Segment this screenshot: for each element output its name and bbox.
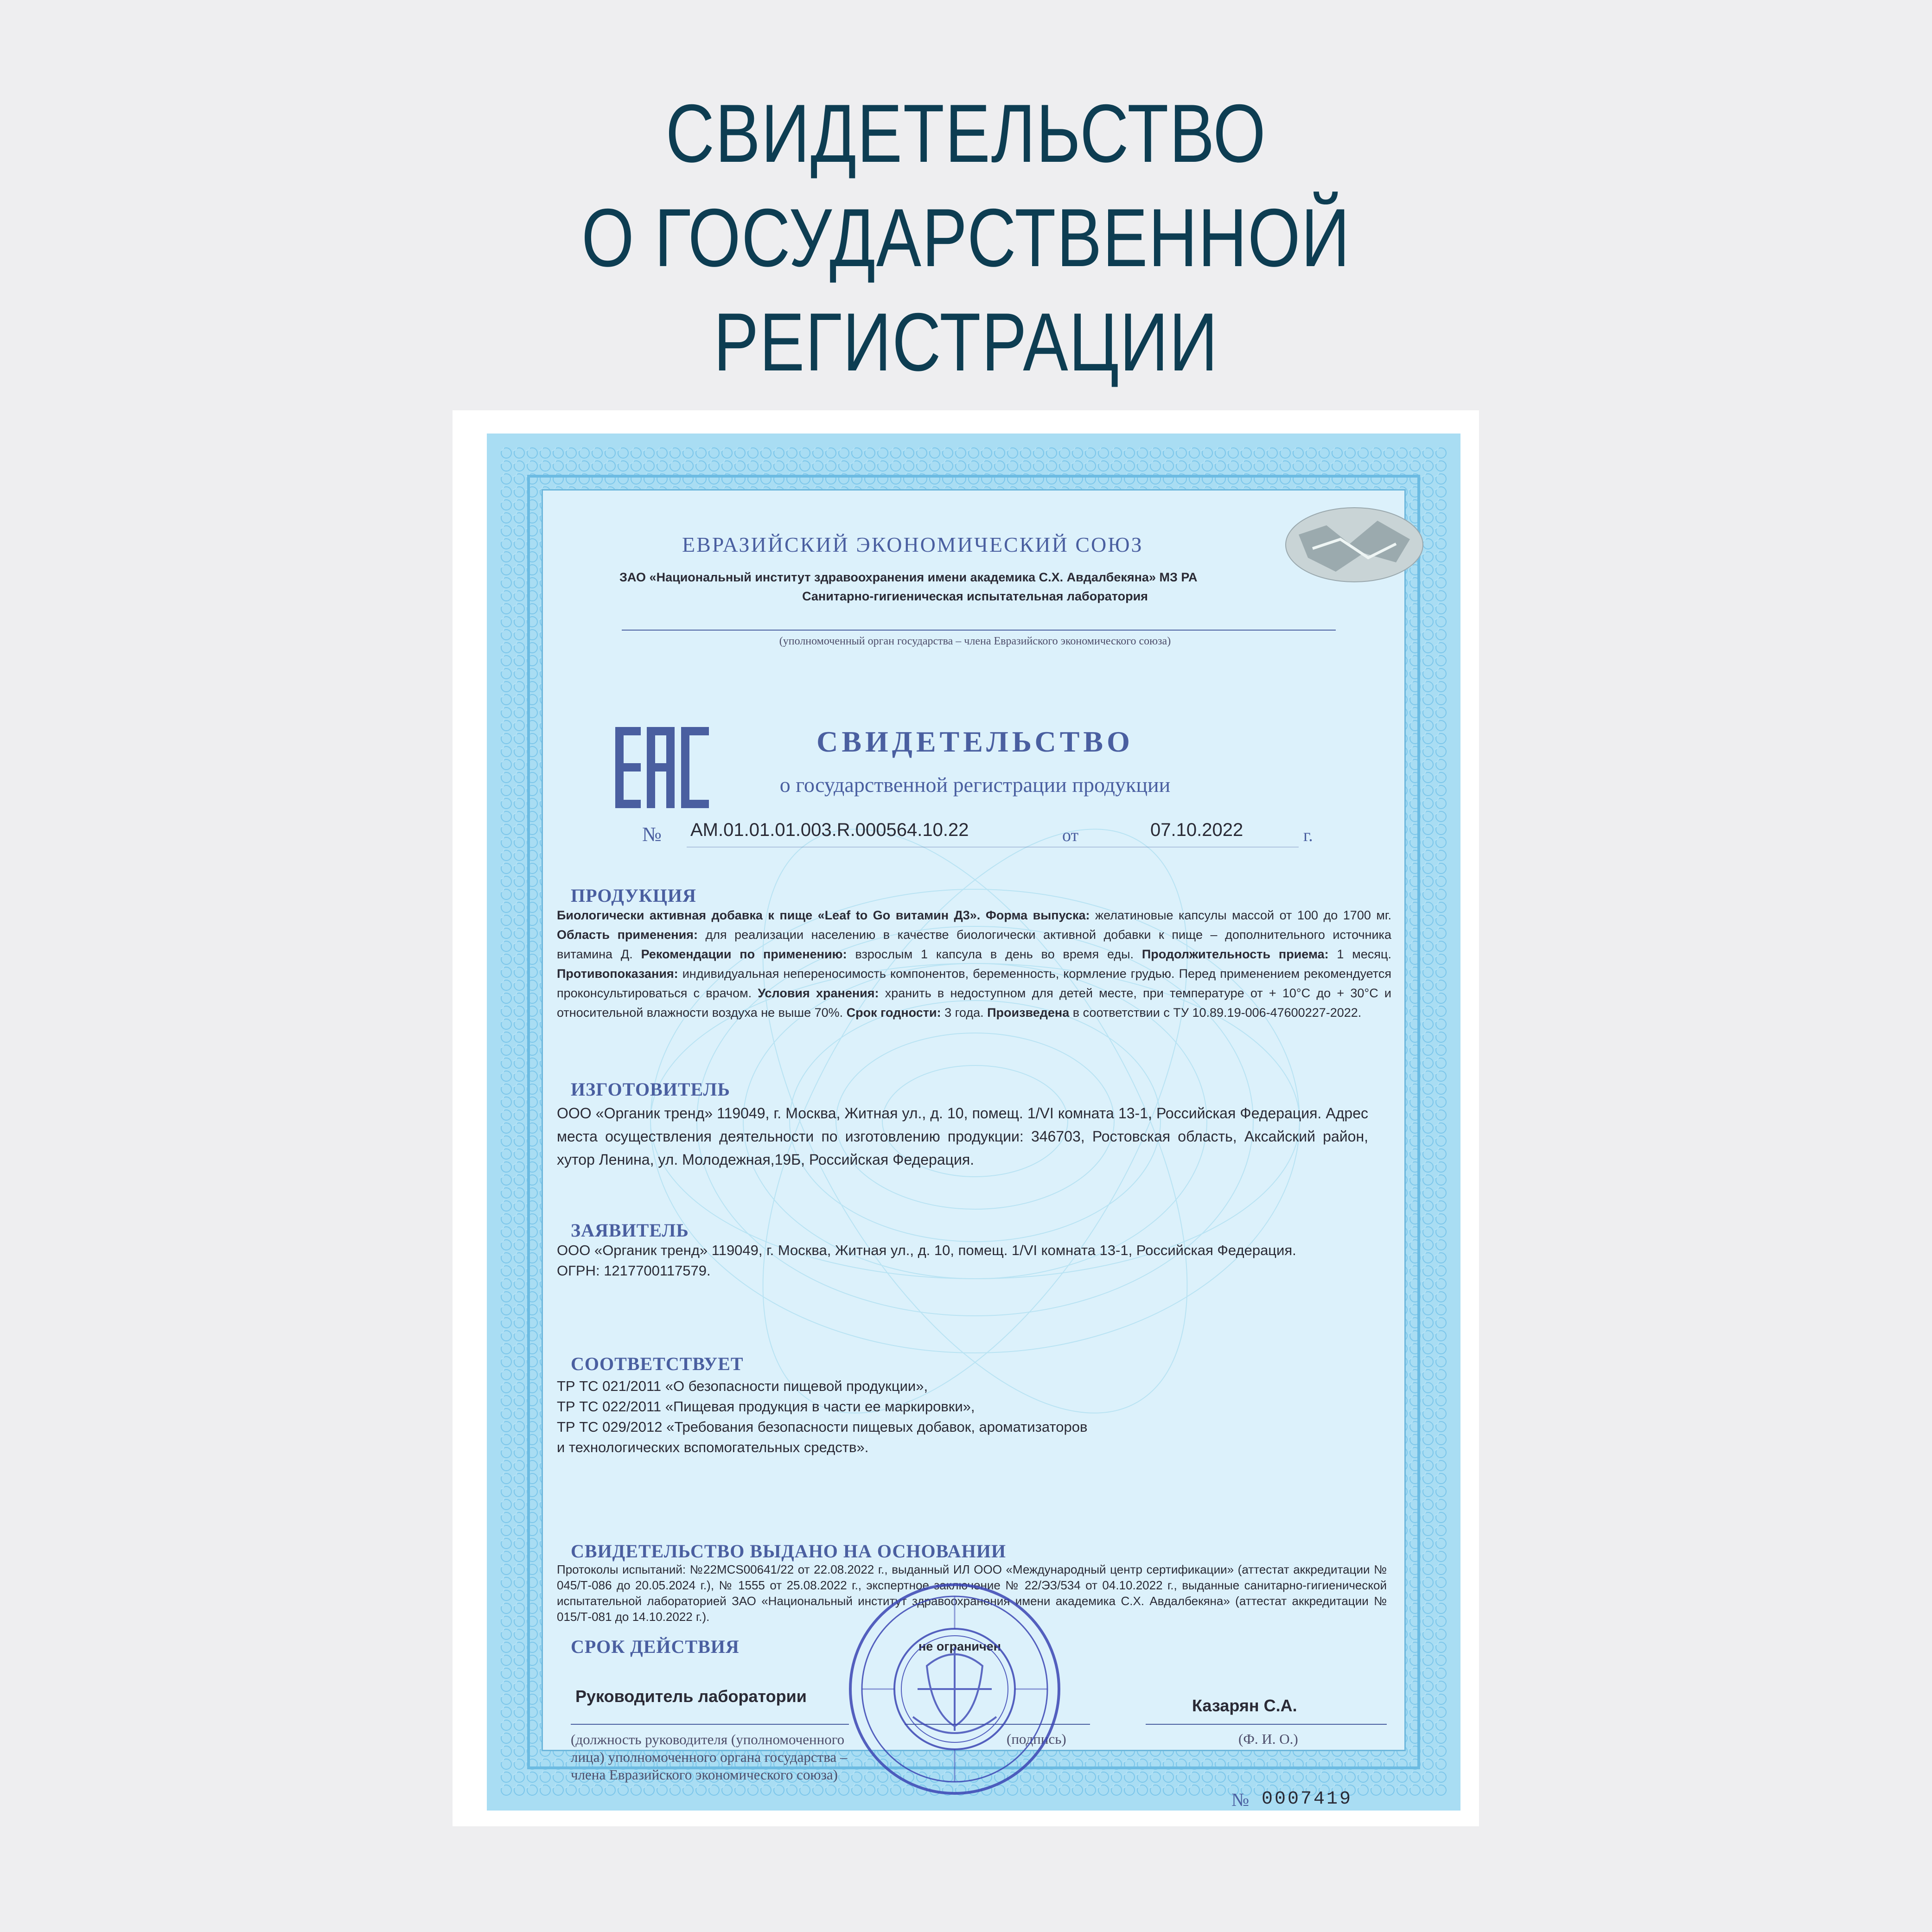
conforms-heading: СООТВЕТСТВУЕТ <box>571 1353 744 1374</box>
page-title <box>174 81 1758 394</box>
number-rule <box>687 847 1299 848</box>
contraindications-label: Противопоказания: <box>557 967 678 981</box>
manufacturer-text: ООО «Органик тренд» 119049, г. Москва, Житная ул., д. 10, помещ. 1/VI комната 13-1, Российская Федерация. Адрес места осуществления деятельности по изготовлению продукции: 346703, Ростовская область, Аксайский район, хутор Ленина, ул. Молодежная,19Б, Российская Федерация. <box>557 1105 1368 1168</box>
product-name: Биологически активная добавка к пище «Leaf to Go витамин Д3». <box>557 908 981 922</box>
basis-text: Протоколы испытаний: №22MCS00641/22 от 22.08.2022 г., выданный ИЛ ООО «Международный центр сертификации» (аттестат аккредитации № 045/Т-086 до 20.05.2024 г.), № 1555 от 25.08.2022 г., экспертное заключение № 22/ЭЗ/534 от 04.10.2022 г., выданные санитарно-гигиенической испытательной лабораторией ЗАО «Национальный институт здравоохранения имени академика С.Х. Авдалбекяна» (аттестат аккредитации № 015/Т-081 до 14.10.2022 г.). <box>557 1562 1387 1624</box>
laboratory-name: Санитарно-гигиеническая испытательная лаборатория <box>802 589 1148 603</box>
duration-value: 1 месяц. <box>1337 947 1391 961</box>
applicant-line-2: ОГРН: 1217700117579. <box>557 1262 711 1279</box>
institute-name: ЗАО «Национальный институт здравоохранения имени академика С.Х. Авдалбекяна» МЗ РА <box>619 570 1198 584</box>
hologram-sticker <box>1285 507 1424 583</box>
number-prefix: № <box>642 823 662 846</box>
applicant-line-1: ООО «Органик тренд» 119049, г. Москва, Житная ул., д. 10, помещ. 1/VI комната 13-1, Российская Федерация. <box>557 1242 1296 1258</box>
certificate-inner-panel <box>542 489 1406 1810</box>
shelf-life-label: Срок годности: <box>846 1006 941 1020</box>
contraindications-value: индивидуальная непереносимость компонентов, беременность, кормление грудью. Перед применением рекомендуется проконсультироваться с врачом. <box>557 967 1391 1000</box>
name-rule <box>1146 1724 1387 1725</box>
page-title-line-1: СВИДЕТЕЛЬСТВО <box>665 87 1267 179</box>
validity-heading: СРОК ДЕЙСТВИЯ <box>571 1636 740 1657</box>
page-title-line-3: РЕГИСТРАЦИИ <box>713 296 1219 388</box>
produced-label: Произведена <box>987 1006 1070 1020</box>
basis-heading: СВИДЕТЕЛЬСТВО ВЫДАНО НА ОСНОВАНИИ <box>571 1541 1007 1562</box>
storage-value: хранить в недоступном для детей месте, при температуре от + 10°С до + 30°С и относительной влажности воздуха не выше 70%. <box>557 986 1391 1020</box>
header-rule <box>622 630 1336 631</box>
release-form-value: желатиновые капсулы массой от 100 до 1700 мг. <box>1095 908 1391 922</box>
signatory-position: Руководитель лаборатории <box>575 1687 807 1706</box>
conforms-line-2: ТР ТС 022/2011 «Пищевая продукция в части ее маркировки», <box>557 1398 975 1415</box>
certificate-document <box>487 434 1460 1811</box>
conforms-line-3: ТР ТС 029/2012 «Требования безопасности пищевых добавок, ароматизаторов <box>557 1419 1088 1435</box>
storage-label: Условия хранения: <box>758 986 879 1000</box>
duration-label: Продолжительность приема: <box>1141 947 1329 961</box>
date-suffix: г. <box>1303 826 1313 845</box>
page-title-line-2: О ГОСУДАРСТВЕННОЙ <box>581 191 1351 284</box>
recommendations-value: взрослым 1 капсула в день во время еды. <box>855 947 1134 961</box>
applicant-heading: ЗАЯВИТЕЛЬ <box>571 1220 689 1241</box>
application-label: Область применения: <box>557 928 698 942</box>
certificate-subtitle: о государственной регистрации продукции <box>779 773 1171 797</box>
application-value: для реализации населению в качестве биологически активной добавки к пище – дополнительного источника витамина Д. <box>557 928 1391 961</box>
name-caption: (Ф. И. О.) <box>1238 1731 1298 1747</box>
authority-caption: (уполномоченный орган государства – члена Евразийского экономического союза) <box>779 635 1171 647</box>
produced-value: в соответствии с ТУ 10.89.19-006-47600227-2022. <box>1072 1006 1362 1020</box>
conforms-line-1: ТР ТС 021/2011 «О безопасности пищевой продукции», <box>557 1378 928 1394</box>
signature-caption: (подпись) <box>1007 1731 1066 1747</box>
form-number: 0007419 <box>1262 1789 1353 1810</box>
product-heading: ПРОДУКЦИЯ <box>571 885 696 906</box>
release-form-label: Форма выпуска: <box>985 908 1090 922</box>
manufacturer-heading: ИЗГОТОВИТЕЛЬ <box>571 1079 730 1100</box>
issue-date: 07.10.2022 <box>1150 820 1243 840</box>
validity-value: не ограничен <box>918 1639 1001 1653</box>
product-description <box>557 905 1391 1022</box>
conforms-line-4: и технологических вспомогательных средств». <box>557 1439 869 1455</box>
registration-number: AM.01.01.01.003.R.000564.10.22 <box>690 820 969 840</box>
shelf-life-value: 3 года. <box>944 1006 984 1020</box>
recommendations-label: Рекомендации по применению: <box>641 947 847 961</box>
position-caption: (должность руководителя (уполномоченного лица) уполномоченного органа государства – члена Евразийского экономического союза) <box>571 1731 848 1783</box>
date-prefix: от <box>1062 826 1079 845</box>
official-seal <box>843 1578 1066 1800</box>
form-number-prefix: № <box>1231 1789 1250 1810</box>
certificate-title: СВИДЕТЕЛЬСТВО <box>816 725 1134 758</box>
union-name: ЕВРАЗИЙСКИЙ ЭКОНОМИЧЕСКИЙ СОЮЗ <box>682 533 1143 556</box>
signatory-name: Казарян С.А. <box>1192 1696 1297 1715</box>
position-rule <box>571 1724 849 1725</box>
